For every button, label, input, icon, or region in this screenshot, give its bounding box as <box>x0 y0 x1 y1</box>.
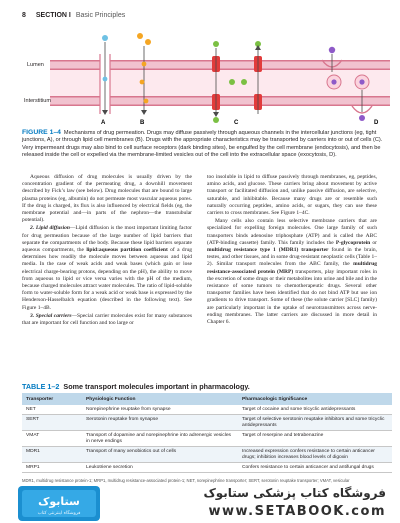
table-row <box>22 463 392 473</box>
paragraph: 3. Special carriers—Special carrier molecules exist for many substances that are important for cell function and too large or <box>22 312 192 327</box>
subheading-lipid-diffusion: 2. Lipid diffusion <box>30 225 70 232</box>
table-cell: Target of cocaine and some tricyclic antidepressants <box>238 405 392 415</box>
table-row <box>22 431 392 447</box>
key-term: P-glycoprotein <box>335 239 371 246</box>
table-cell: MRP1 <box>22 463 82 473</box>
paragraph: Many cells also contain less selective membrane carriers that are specialized for expelling foreign molecules. One large family of such transporters binds adenosine triphosphate (ATP) and is called the ABC (ATP-binding cassette) family. This family includes the P-glycoprotein or multidrug resistance type 1 (MDR1) transporter found in the brain, testes, and other tissues, and in some drug-resistant neoplastic cells (Table 1–2). Similar transport molecules from the ABC family, the multidrug resistance-associated protein (MRP) transporters, play important roles in the excretion of some drugs or their metabolites into urine and bile and in the resistance of some tumors to chemotherapeutic drugs. Several other transporter families have been identified that do not bind ATP but use ion gradients to drive transport. Some of these (the solute carrier [SLC] family) are particularly important in the uptake of neurotransmitters across nerve-ending membranes. The latter carriers are discussed in more detail in Chapter 6. <box>207 218 377 326</box>
setabook-logo <box>18 484 102 523</box>
paragraph: 2. Lipid diffusion—Lipid diffusion is the most important limiting factor for drug permeation because of the large number of lipid barriers that separate the compartments of the body. Because these lipid barriers separate aqueous compartments, the lipid:aqueous partition coefficient of a drug determines how readily the molecule moves between aqueous and lipid media. In the case of weak acids and weak bases (which gain or lose electrical charge-bearing protons, depending on the pH), the ability to move from aqueous to lipid or vice versa varies with the pH of the medium, because charged molecules attract water molecules. The ratio of lipid-soluble form to water-soluble form for a weak acid or weak base is expressed by the Henderson-Hasselbalch equation (described in the following text). See Figure 1–4B. <box>22 225 192 311</box>
svg-text:فروشگاه اینترنتی کتاب: فروشگاه اینترنتی کتاب <box>37 511 81 516</box>
table-title-text: Some transport molecules important in pharmacology. <box>63 382 250 391</box>
section-title: Basic Principles <box>75 12 126 19</box>
table-cell: Target of reserpine and tetrabenazine <box>238 431 392 447</box>
table-cell: Target of selective serotonin reuptake inhibitors and some tricyclic antidepressants <box>238 415 392 431</box>
table-row <box>22 405 392 415</box>
table-cell: Transport of dopamine and norepinephrine into adrenergic vesicles in nerve endings <box>82 431 238 447</box>
table-footnote: MDR1, multidrug resistance protein-1; MRP1, multidrug resistance-associated protein-1; NET, norepinephrine transporter; SERT, serotonin reuptake transporter; VMAT, vesicular <box>22 478 350 483</box>
table-cell: SERT <box>22 415 82 431</box>
key-term: multidrug resistance type 1 (MDR1) transporter <box>207 247 329 254</box>
running-header <box>22 12 125 19</box>
panel-label-d: D <box>374 120 379 126</box>
table-cell: Serotonin reuptake from synapse <box>82 415 238 431</box>
panel-label-b: B <box>140 120 145 126</box>
left-text-column <box>22 174 192 328</box>
subheading-special-carriers: 3. Special carriers <box>30 312 72 319</box>
paragraph: Aqueous diffusion of drug molecules is usually driven by the concentration gradient of the permeating drug, a downhill movement described by Fick’s law (see below). Drug molecules that are bound to large plasma proteins (eg, albumin) do not permeate most vascular aqueous pores. If the drug is charged, its flux is also influenced by electrical fields (eg, the membrane potential and—in parts of the nephron—the transtubular potential). <box>22 174 192 224</box>
key-term: lipid:aqueous partition coefficient <box>86 247 168 254</box>
table-cell: VMAT <box>22 431 82 447</box>
table-row <box>22 415 392 431</box>
column-header: Physiologic Function <box>82 393 238 405</box>
lumen-label: Lumen <box>27 62 44 68</box>
table-cell: NET <box>22 405 82 415</box>
table-cell: Confers resistance to certain anticancer and antifungal drugs <box>238 463 392 473</box>
drug-permeation-figure <box>22 24 392 128</box>
interstitium-label: Interstitium <box>24 98 51 104</box>
watermark-banner <box>18 484 400 523</box>
section-number: SECTION I <box>35 12 71 19</box>
store-url[interactable]: www.SETABOOK.com <box>208 504 386 519</box>
paragraph: too insoluble in lipid to diffuse passively through membranes, eg, peptides, amino acids, and glucose. These carriers bring about movement by active transport or facilitated diffusion and, unlike passive diffusion, are selective, saturable, and inhibitable. Because many drugs are or resemble such naturally occurring peptides, amino acids, or sugars, they can use these carriers to cross membranes. See Figure 1–4C. <box>207 174 377 217</box>
figure-label: FIGURE 1–4 <box>22 129 61 136</box>
store-name: فروشگاه کتاب پزشکی ستابوک <box>203 486 386 500</box>
table-cell: Transport of many xenobiotics out of cells <box>82 447 238 463</box>
table-cell: MDR1 <box>22 447 82 463</box>
figure-caption <box>22 129 387 159</box>
panel-label-c: C <box>234 120 239 126</box>
table-header-row <box>22 393 392 405</box>
table-label: TABLE 1–2 <box>22 382 60 391</box>
table-cell: Leukotriene secretion <box>82 463 238 473</box>
table-row <box>22 447 392 463</box>
column-header: Transporter <box>22 393 82 405</box>
page-number: 8 <box>22 12 26 19</box>
table-title <box>22 382 392 391</box>
transport-molecules-table <box>22 393 392 473</box>
table-cell: Increased expression confers resistance to certain anticancer drugs; inhibition increases blood levels of digoxin <box>238 447 392 463</box>
panel-label-a: A <box>101 120 106 126</box>
table-cell: Norepinephrine reuptake from synapse <box>82 405 238 415</box>
figure-caption-text: Mechanisms of drug permeation. Drugs may diffuse passively through aqueous channels in the intercellular junctions (eg, tight junctions, A), or through lipid cell membranes (B). Drugs with the appropriate characteristics may be transported by carriers into or out of cells (C). Very impermeant drugs may also bind to cell surface receptors (dark binding sites), be engulfed by the cell membrane (endocytosis), and then be released inside the cell or expelled via the membrane-limited vesicles out of the cell into the extracellular space (exocytosis, D). <box>22 130 383 158</box>
key-term: multidrug resistance-associated protein (MRP) <box>207 261 377 275</box>
column-header: Pharmacologic Significance <box>238 393 392 405</box>
svg-text:ستابوک: ستابوک <box>38 495 80 508</box>
right-text-column <box>207 174 377 327</box>
